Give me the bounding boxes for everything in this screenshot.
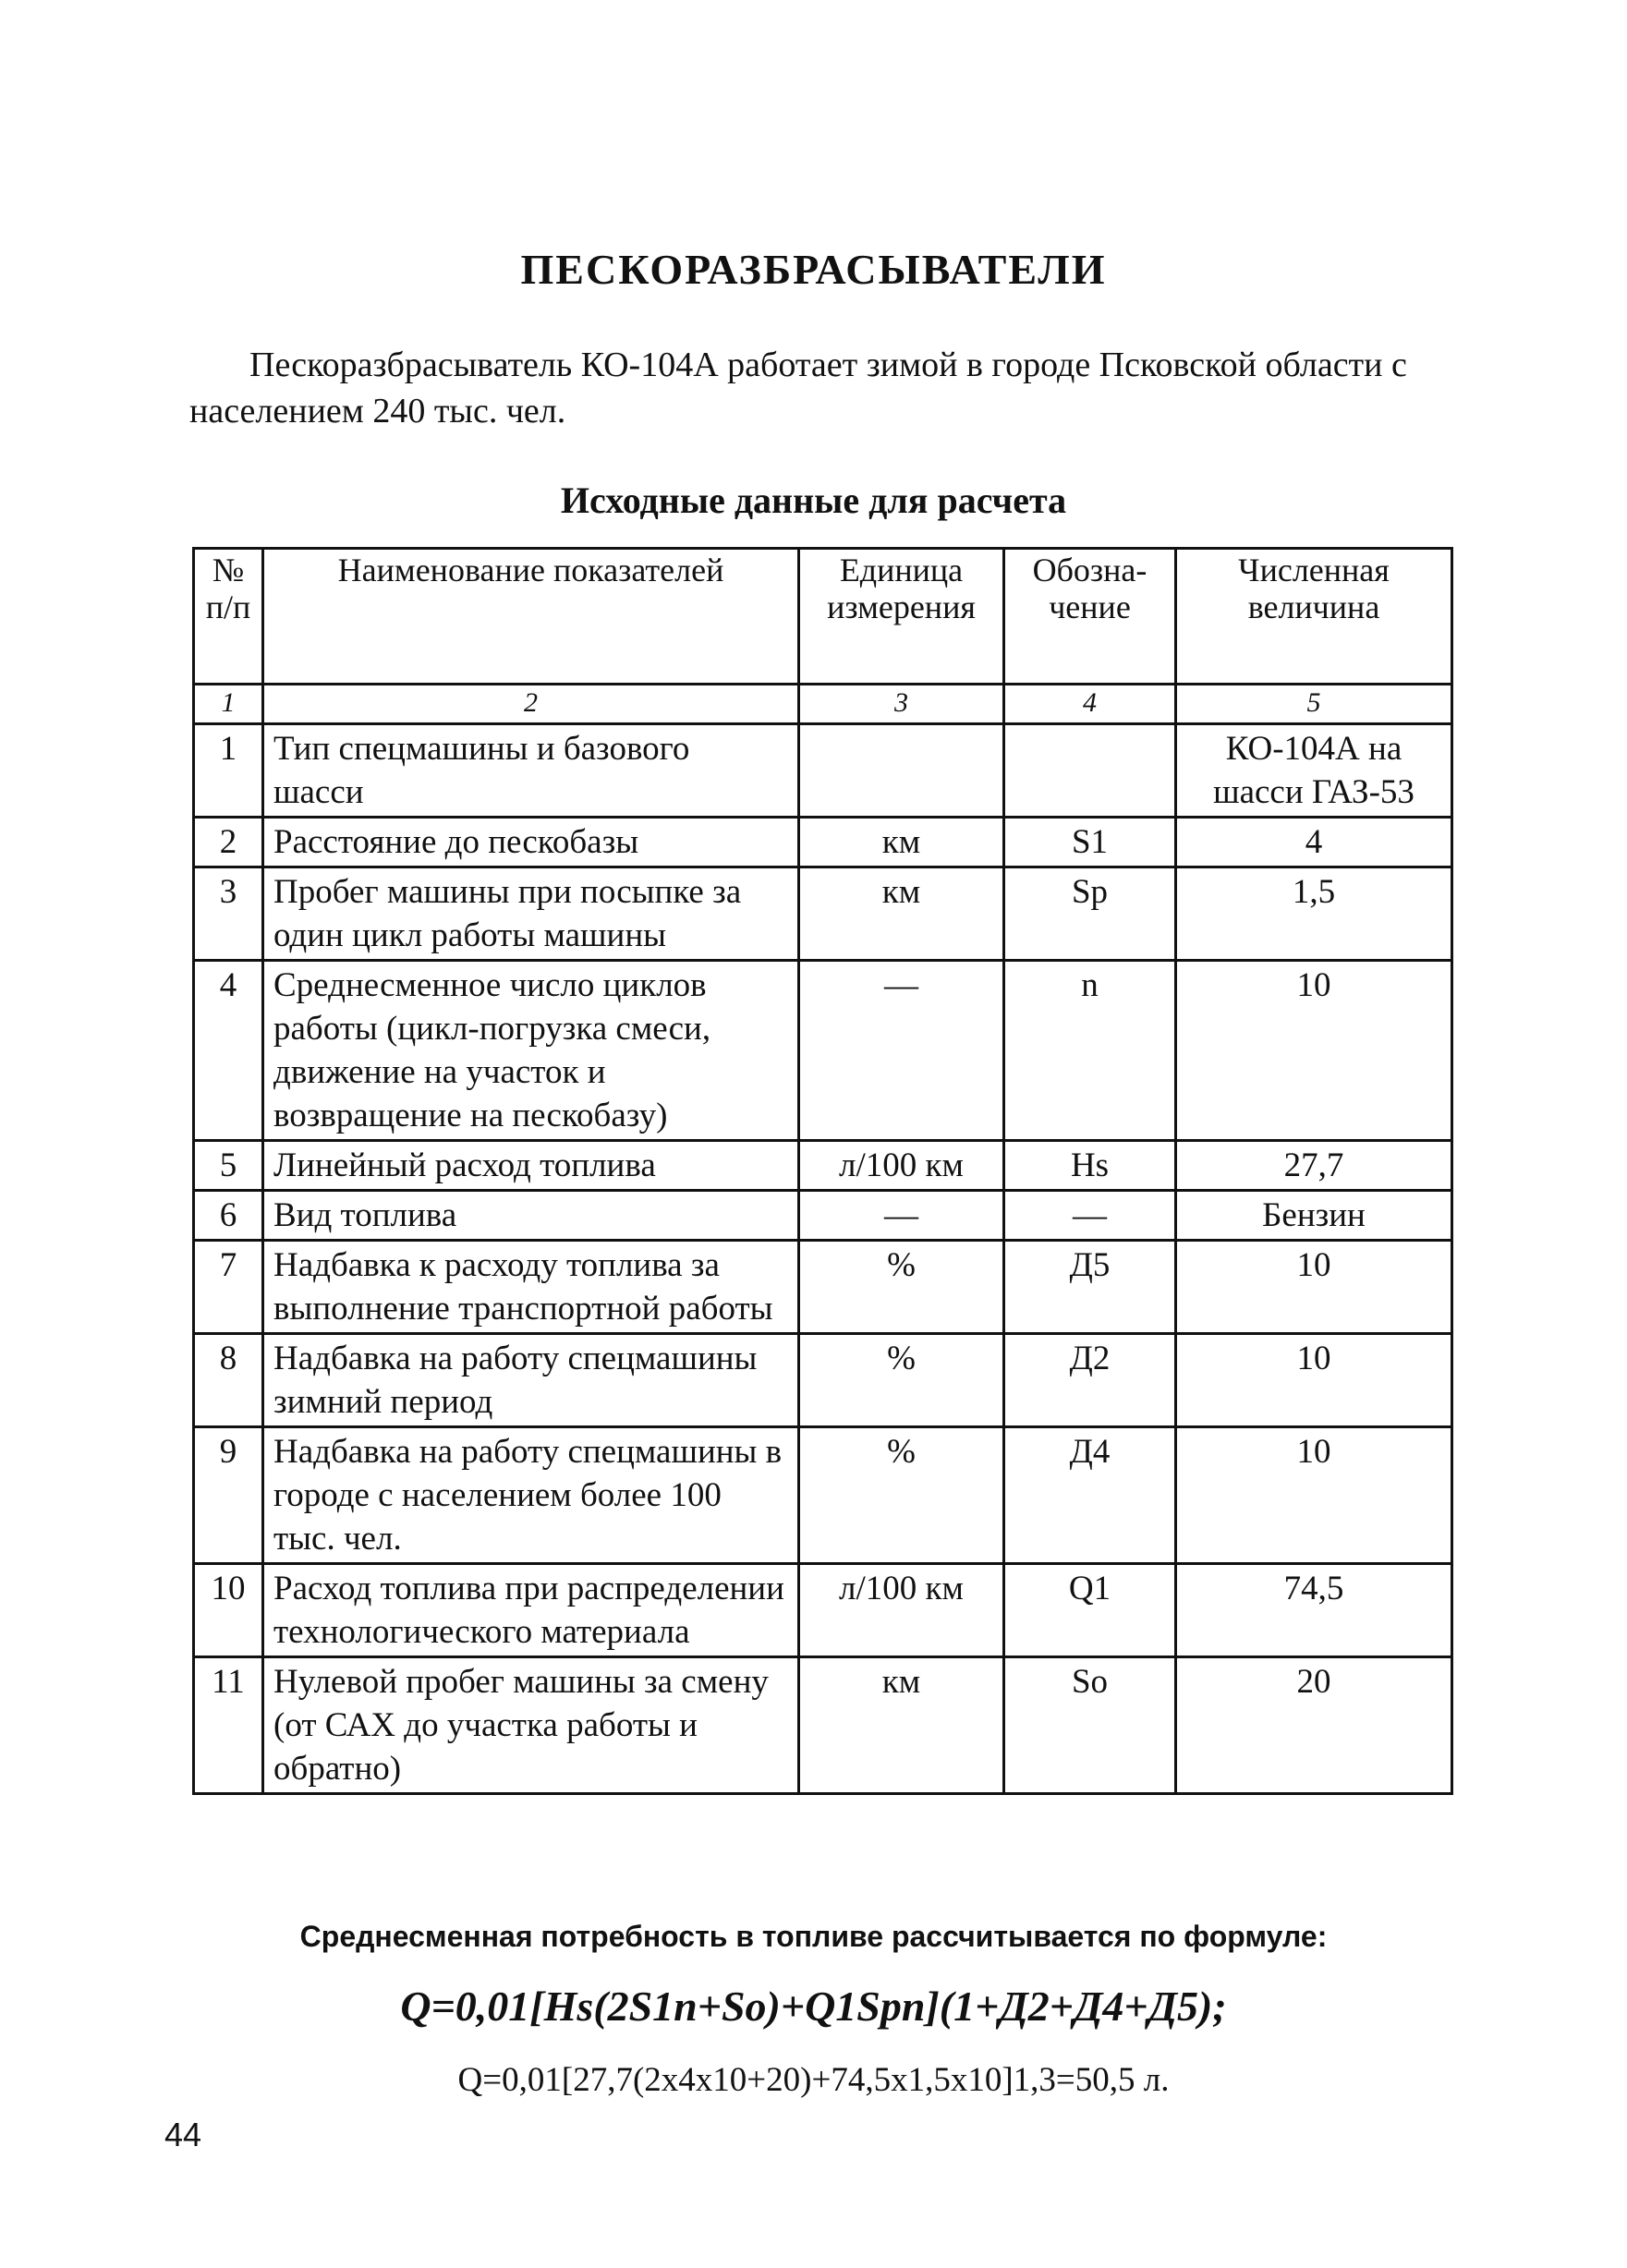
unit-cell: км [799, 1657, 1004, 1794]
value-cell: 1,5 [1176, 867, 1452, 961]
unit-cell: км [799, 818, 1004, 867]
row-number-cell: 11 [194, 1657, 263, 1794]
symbol-cell: Д4 [1004, 1427, 1176, 1564]
indicator-name-cell: Нулевой пробег машины за смену (от САХ до участка работы и обратно) [263, 1657, 799, 1794]
row-number-cell: 3 [194, 867, 263, 961]
value-cell: Бензин [1176, 1191, 1452, 1241]
header-cell-symbol: Обозна-чение [1004, 549, 1176, 685]
symbol-cell: n [1004, 961, 1176, 1141]
table-row [194, 1334, 1452, 1427]
symbol-cell: Q1 [1004, 1564, 1176, 1657]
table-row [194, 1564, 1452, 1657]
column-number-cell: 2 [263, 685, 799, 724]
symbol-cell: Sp [1004, 867, 1176, 961]
header-cell-unit: Единица измерения [799, 549, 1004, 685]
unit-cell: % [799, 1334, 1004, 1427]
symbol-cell: Д5 [1004, 1241, 1176, 1334]
unit-cell: л/100 км [799, 1564, 1004, 1657]
row-number-cell: 10 [194, 1564, 263, 1657]
row-number-cell: 1 [194, 724, 263, 818]
value-cell: КО-104А на шасси ГАЗ-53 [1176, 724, 1452, 818]
table-row [194, 1657, 1452, 1794]
symbol-cell: Hs [1004, 1141, 1176, 1191]
indicator-name-cell: Линейный расход топлива [263, 1141, 799, 1191]
row-number-cell: 7 [194, 1241, 263, 1334]
value-cell: 74,5 [1176, 1564, 1452, 1657]
column-number-cell: 4 [1004, 685, 1176, 724]
unit-cell: — [799, 961, 1004, 1141]
unit-cell: л/100 км [799, 1141, 1004, 1191]
symbol-cell: — [1004, 1191, 1176, 1241]
unit-cell: км [799, 867, 1004, 961]
source-data-table [192, 547, 1453, 1795]
indicator-name-cell: Вид топлива [263, 1191, 799, 1241]
value-cell: 10 [1176, 1427, 1452, 1564]
formula: Q=0,01[Hs(2S1n+So)+Q1Spn](1+Д2+Д4+Д5); [400, 1983, 1227, 2030]
intro-text: Пескоразбрасыватель КО-104А работает зимой в городе Псковской области с населением 240 тыс. чел. [189, 346, 1407, 431]
indicator-name-cell: Надбавка на работу спецмашины в городе с населением более 100 тыс. чел. [263, 1427, 799, 1564]
symbol-cell: So [1004, 1657, 1176, 1794]
value-cell: 4 [1176, 818, 1452, 867]
formula-intro: Среднесменная потребность в топливе рассчитывается по формуле: [299, 1920, 1328, 1953]
unit-cell: — [799, 1191, 1004, 1241]
table-row [194, 1241, 1452, 1334]
indicator-name-cell: Пробег машины при посыпке за один цикл работы машины [263, 867, 799, 961]
column-number-cell: 1 [194, 685, 263, 724]
indicator-name-cell: Расход топлива при распределении технологического материала [263, 1564, 799, 1657]
row-number-cell: 5 [194, 1141, 263, 1191]
unit-cell: % [799, 1241, 1004, 1334]
indicator-name-cell: Расстояние до пескобазы [263, 818, 799, 867]
table-row [194, 1141, 1452, 1191]
indicator-name-cell: Надбавка на работу спецмашины зимний период [263, 1334, 799, 1427]
value-cell: 10 [1176, 1241, 1452, 1334]
table-row [194, 1427, 1452, 1564]
header-cell-name: Наименование показателей [263, 549, 799, 685]
column-number-row [194, 685, 1452, 724]
value-cell: 10 [1176, 1334, 1452, 1427]
table-header-row [194, 549, 1452, 685]
indicator-name-cell: Тип спецмашины и базового шасси [263, 724, 799, 818]
row-number-cell: 9 [194, 1427, 263, 1564]
table-title: Исходные данные для расчета [560, 479, 1067, 521]
value-cell: 20 [1176, 1657, 1452, 1794]
column-number-cell: 3 [799, 685, 1004, 724]
table-row [194, 867, 1452, 961]
symbol-cell: S1 [1004, 818, 1176, 867]
row-number-cell: 6 [194, 1191, 263, 1241]
header-cell-value: Численная величина [1176, 549, 1452, 685]
indicator-name-cell: Среднесменное число циклов работы (цикл-погрузка смеси, движение на участок и возвращение на пескобазу) [263, 961, 799, 1141]
value-cell: 27,7 [1176, 1141, 1452, 1191]
column-number-cell: 5 [1176, 685, 1452, 724]
row-number-cell: 8 [194, 1334, 263, 1427]
row-number-cell: 4 [194, 961, 263, 1141]
table-row [194, 818, 1452, 867]
header-cell-number: № п/п [194, 549, 263, 685]
page-number: 44 [164, 2116, 202, 2153]
calculation: Q=0,01[27,7(2x4x10+20)+74,5x1,5x10]1,3=50,5 л. [457, 2061, 1170, 2099]
table-body [194, 549, 1452, 1794]
table-row [194, 724, 1452, 818]
value-cell: 10 [1176, 961, 1452, 1141]
intro-paragraph [189, 342, 1446, 434]
unit-cell [799, 724, 1004, 818]
table-row [194, 961, 1452, 1141]
symbol-cell [1004, 724, 1176, 818]
symbol-cell: Д2 [1004, 1334, 1176, 1427]
unit-cell: % [799, 1427, 1004, 1564]
row-number-cell: 2 [194, 818, 263, 867]
table-row [194, 1191, 1452, 1241]
page-title: ПЕСКОРАЗБРАСЫВАТЕЛИ [520, 246, 1107, 293]
indicator-name-cell: Надбавка к расходу топлива за выполнение транспортной работы [263, 1241, 799, 1334]
